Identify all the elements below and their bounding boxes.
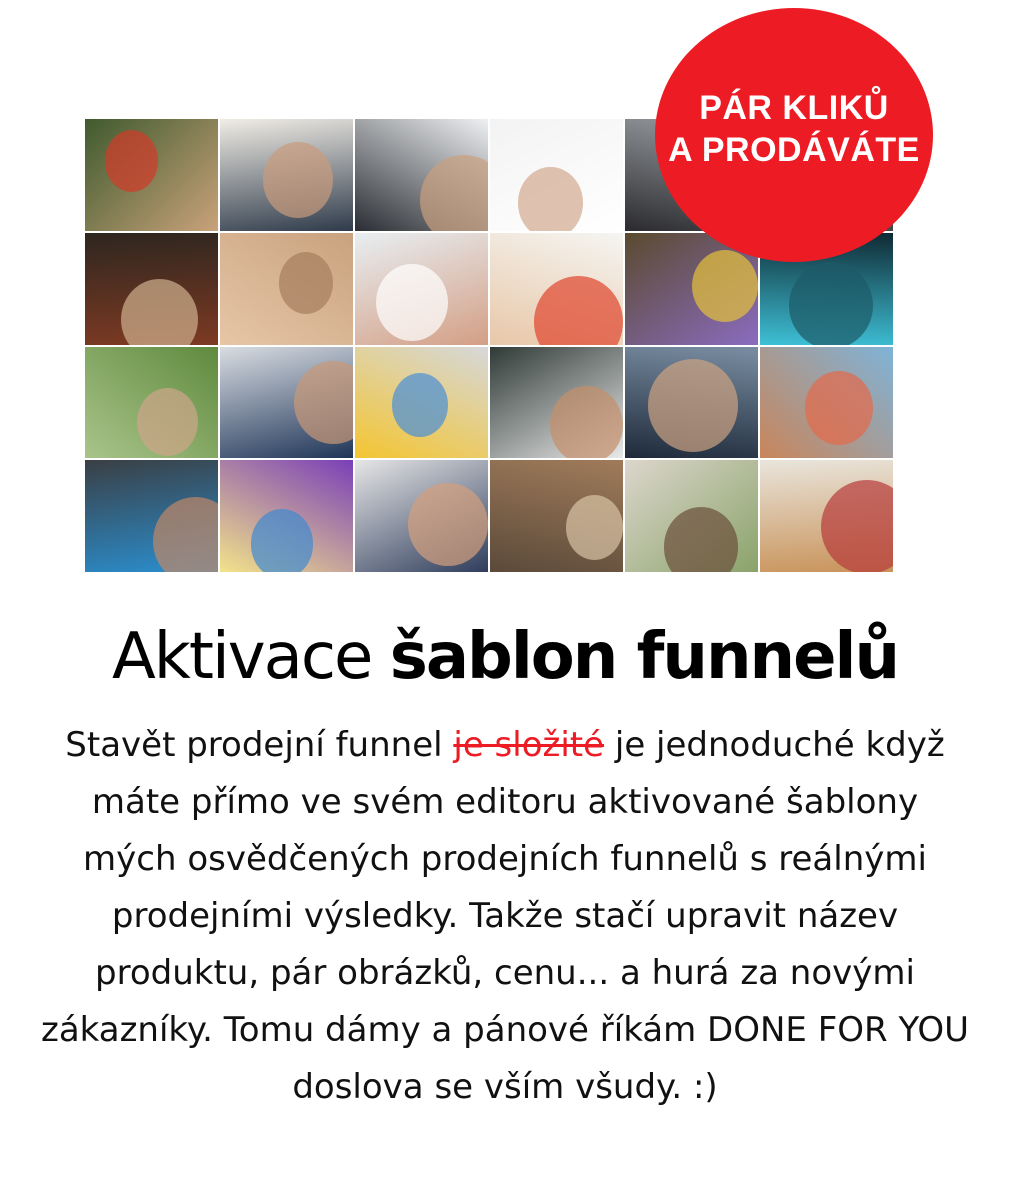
photo-subject [105, 130, 158, 191]
page-title [0, 612, 1010, 702]
photo-designer-monitor [355, 119, 488, 231]
photo-reading-man [85, 233, 218, 345]
photo-chalkboard [490, 347, 623, 459]
photo-barista [355, 460, 488, 572]
photo-subject [789, 262, 873, 345]
photo-subject [805, 371, 873, 445]
photo-fitness-couple [85, 460, 218, 572]
photo-subject [279, 252, 334, 315]
photo-subject [534, 276, 623, 344]
badge-line-2: A PRODÁVÁTE [668, 131, 920, 169]
struck-phrase: je složité [453, 725, 605, 765]
photo-nutritionist [490, 233, 623, 345]
title-bold: šablon funnelů [389, 620, 898, 694]
photo-subject [550, 386, 623, 459]
photo-cafe-meeting [625, 460, 758, 572]
photo-yoga-park [85, 347, 218, 459]
photo-smiling-manager [220, 347, 353, 459]
photo-dentist [355, 233, 488, 345]
badge-line-1: PÁR KLIKŮ [699, 89, 889, 127]
photo-subject [566, 495, 623, 560]
photo-subject [294, 361, 353, 444]
description-start: Stavět prodejní funnel [65, 725, 454, 765]
promo-badge [655, 8, 933, 262]
photo-subject [263, 142, 333, 218]
photo-subject [121, 279, 198, 345]
title-light: Aktivace [112, 620, 390, 694]
photo-subject [420, 155, 488, 231]
photo-subject [408, 483, 488, 567]
photo-subject [692, 250, 759, 323]
photo-subject [648, 359, 738, 452]
description-rest: je jednoduché když máte přímo ve svém editoru aktivované šablony mých osvědčených prodejních funnelů s reálnými prodejními výsledky. Takže stačí upravit název produktu, pár obrázků, cenu... a hurá za novými zákazníky. Tomu dámy a pánové říkám DONE FOR YOU doslova se vším všudy. :) [40, 725, 970, 1107]
photo-runner-coach [85, 119, 218, 231]
photo-massage [220, 233, 353, 345]
photo-subject [392, 373, 448, 437]
photo-subject [251, 509, 314, 572]
description-paragraph [40, 717, 970, 1116]
photo-whiteboard-plan [355, 347, 488, 459]
photo-subject [518, 167, 583, 231]
photo-subject [821, 480, 893, 572]
photo-office-team [220, 119, 353, 231]
photo-subject [664, 507, 738, 572]
photo-subject [137, 388, 198, 456]
photo-doctor [490, 119, 623, 231]
photo-team-hands [760, 347, 893, 459]
photo-meditation-light [220, 460, 353, 572]
photo-phone-call [625, 347, 758, 459]
photo-workshop [490, 460, 623, 572]
photo-subject [376, 264, 448, 341]
photo-packing-boxes [760, 460, 893, 572]
photo-subject [153, 497, 218, 572]
